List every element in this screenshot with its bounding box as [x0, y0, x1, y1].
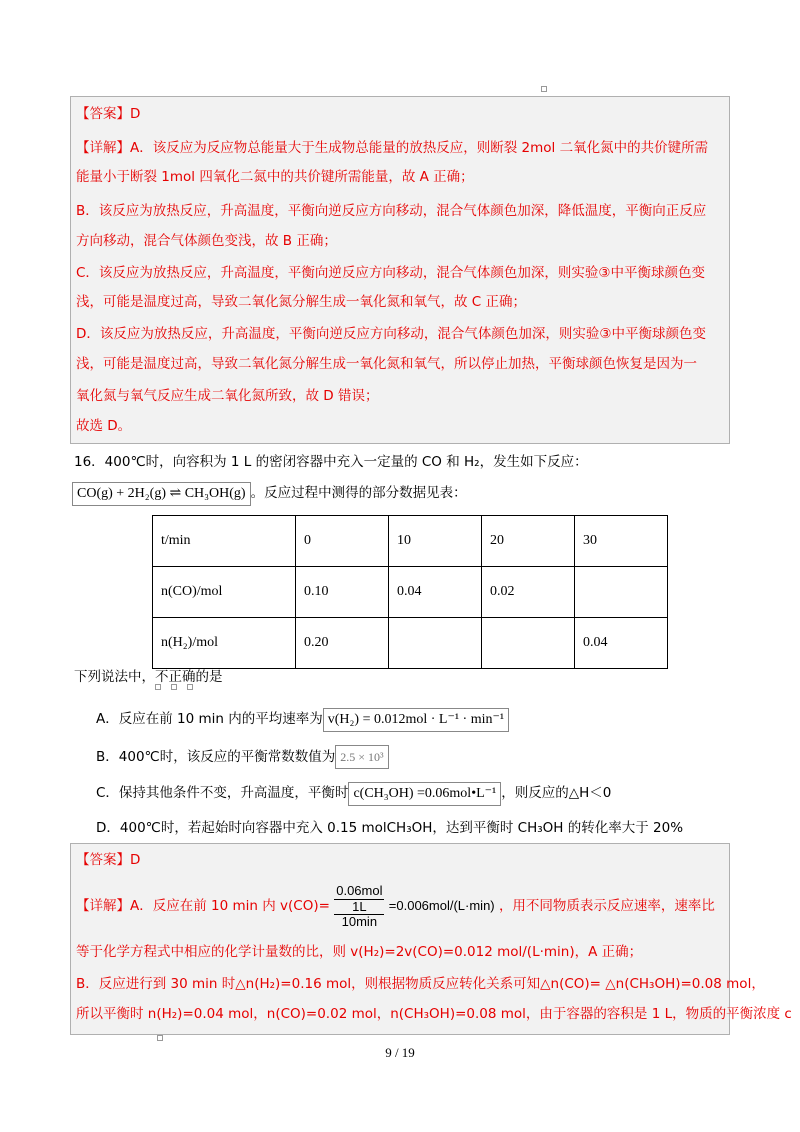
layout-marker — [541, 86, 547, 92]
table-cell: 0.04 — [575, 618, 668, 669]
table-cell: 0.02 — [482, 567, 575, 618]
fraction-inner-numerator: 1L — [334, 900, 384, 915]
question-prompt: 下列说法中，不正确的是 — [74, 669, 223, 685]
table-cell — [389, 618, 482, 669]
option-c-text: C．保持其他条件不变，升高温度，平衡时 — [96, 785, 349, 801]
option-c-formula: c(CH₃OH) =0.06mol•L⁻¹ — [348, 782, 501, 806]
reaction-line — [72, 482, 467, 506]
table-cell: 0.04 — [389, 567, 482, 618]
explanation-pre: 【详解】A．反应在前 10 min 内 v(CO)= — [76, 898, 330, 914]
fraction-inner-denominator: 10min — [341, 914, 378, 929]
table-cell: 0 — [296, 516, 389, 567]
explanation-line: 等于化学方程式中相应的化学计量数的比，则 v(H₂)=2v(CO)=0.012 mol/(L·min)，A 正确； — [76, 944, 643, 960]
table-cell: 30 — [575, 516, 668, 567]
explanation-line: 氧化氮与氧气反应生成二氧化氮所致，故 D 错误； — [76, 388, 379, 404]
option-a-text: A．反应在前 10 min 内的平均速率为 — [96, 711, 323, 727]
fraction-denominator — [334, 900, 384, 929]
fraction-numerator: 0.06mol — [336, 883, 383, 898]
option-a — [96, 708, 509, 732]
explanation-line — [76, 880, 715, 932]
table-cell: t/min — [153, 516, 296, 567]
reaction-tail: 。反应过程中测得的部分数据见表： — [250, 485, 467, 501]
table-row — [153, 567, 668, 618]
explanation-line: 浅，可能是温度过高，导致二氧化氮分解生成一氧化氮和氧气，故 C 正确； — [76, 294, 527, 310]
table-cell — [482, 618, 575, 669]
fraction-result: =0.006mol/(L·min) — [388, 898, 495, 913]
data-table — [152, 515, 668, 669]
option-c — [96, 782, 611, 806]
explanation-line: B．反应进行到 30 min 时△n(H₂)=0.16 mol，则根据物质反应转化关系可知△n(CO)= △n(CH₃OH)=0.08 mol， — [76, 976, 765, 992]
table-cell: 0.10 — [296, 567, 389, 618]
option-c-tail: ，则反应的△H＜0 — [501, 785, 612, 801]
option-b-text: B．400℃时，该反应的平衡常数数值为 — [96, 749, 336, 765]
explanation-line: 浅，可能是温度过高，导致二氧化氮分解生成一氧化氮和氧气，所以停止加热，平衡球颜色恢复是因为一 — [76, 356, 697, 372]
table-cell — [575, 567, 668, 618]
table-cell: 0.20 — [296, 618, 389, 669]
answer-label: 【答案】D — [76, 106, 141, 122]
option-d: D．400℃时，若起始时向容器中充入 0.15 molCH₃OH，达到平衡时 CH₃OH 的转化率大于 20% — [96, 820, 684, 836]
reaction-equation: CO(g) + 2H₂(g) ⇌ CH₃OH(g) — [72, 482, 251, 506]
option-b-formula: 2.5 × 10³ — [335, 745, 388, 769]
rate-fraction — [334, 883, 384, 929]
question-stem: 16．400℃时，向容积为 1 L 的密闭容器中充入一定量的 CO 和 H₂，发生如下反应： — [74, 454, 588, 470]
explanation-line: 故选 D。 — [76, 418, 132, 434]
option-a-formula: v(H₂) = 0.012mol · L⁻¹ · min⁻¹ — [323, 708, 509, 732]
layout-marker — [157, 1035, 163, 1041]
explanation-line: 【详解】A．该反应为反应物总能量大于生成物总能量的放热反应，则断裂 2mol 二氧化氮中的共价键所需 — [76, 140, 709, 156]
explanation-line: 能量小于断裂 1mol 四氧化二氮中的共价键所需能量，故 A 正确； — [76, 169, 474, 185]
table-row — [153, 618, 668, 669]
layout-marker — [187, 684, 193, 690]
page-number: 9 / 19 — [385, 1045, 415, 1060]
table-cell: n(CO)/mol — [153, 567, 296, 618]
explanation-line: B．该反应为放热反应，升高温度，平衡向逆反应方向移动，混合气体颜色加深，降低温度，平衡向正反应 — [76, 203, 707, 219]
layout-marker — [171, 684, 177, 690]
layout-marker — [155, 684, 161, 690]
table-row — [153, 516, 668, 567]
explanation-line: C．该反应为放热反应，升高温度，平衡向逆反应方向移动，混合气体颜色加深，则实验③中平衡球颜色变 — [76, 265, 706, 281]
table-cell: 20 — [482, 516, 575, 567]
answer-label: 【答案】D — [76, 852, 141, 868]
option-b — [96, 745, 389, 769]
explanation-post: ，用不同物质表示反应速率，速率比 — [498, 898, 715, 914]
table-cell: 10 — [389, 516, 482, 567]
explanation-line: 方向移动，混合气体颜色变浅，故 B 正确； — [76, 233, 337, 249]
explanation-line: 所以平衡时 n(H₂)=0.04 mol，n(CO)=0.02 mol，n(CH₃OH)=0.08 mol，由于容器的容积是 1 L，物质的平衡浓度 c — [76, 1006, 792, 1022]
explanation-line: D．该反应为放热反应，升高温度，平衡向逆反应方向移动，混合气体颜色加深，则实验③中平衡球颜色变 — [76, 326, 706, 342]
table-cell: n(H₂)/mol — [153, 618, 296, 669]
